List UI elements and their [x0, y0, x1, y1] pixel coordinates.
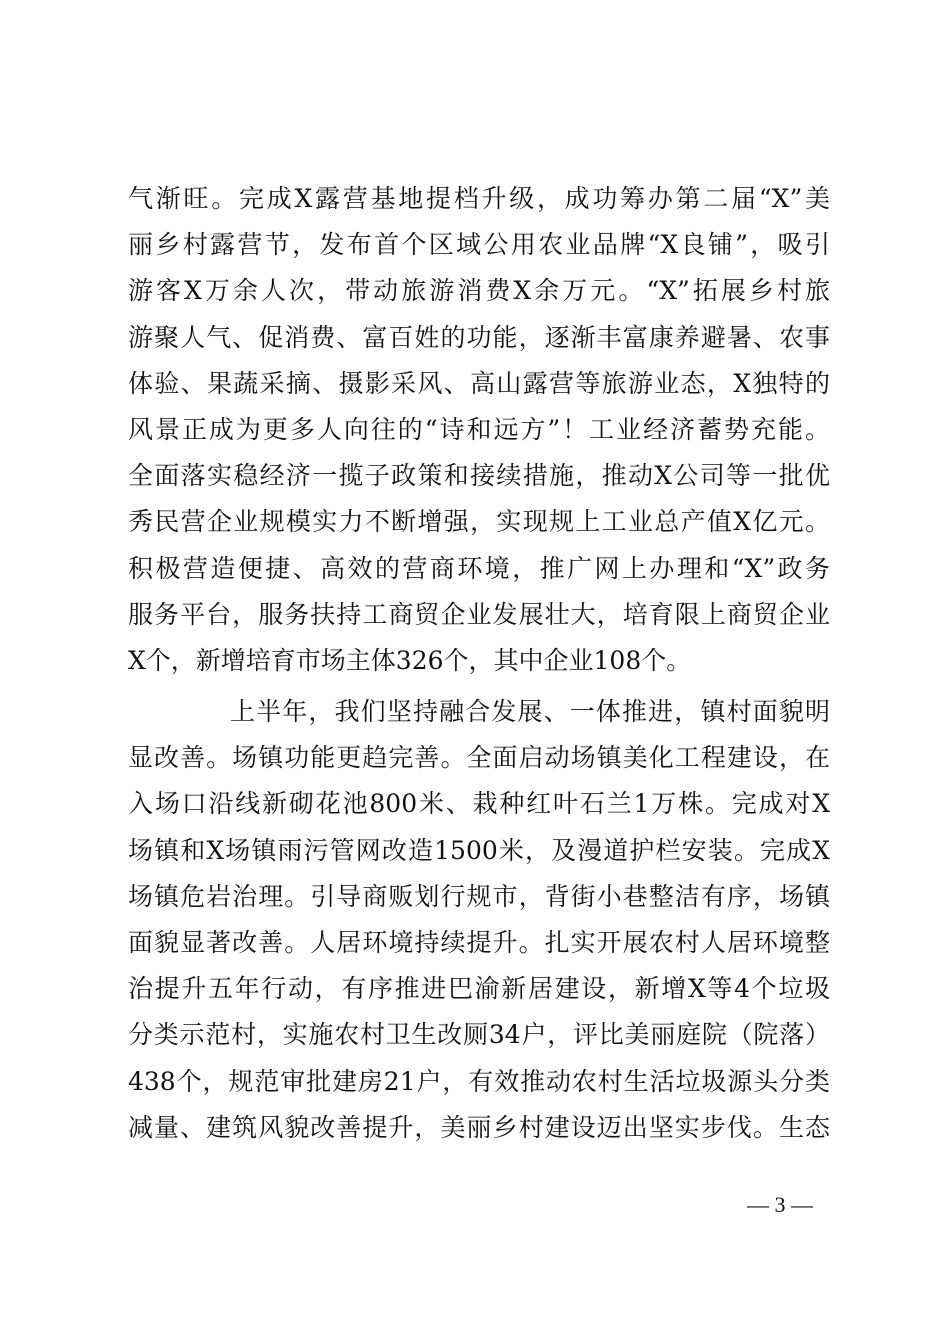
text-line: X个，新增培育市场主体326个，其中企业108个。 — [128, 646, 692, 675]
text-line: 风景正成为更多人向往的“诗和远方”！工业经济蓄势充能。 — [128, 415, 830, 444]
text-line: 分类示范村，实施农村卫生改厕34户，评比美丽庭院（院落） — [128, 1020, 830, 1050]
text-line: 入场口沿线新砌花池800米、栽种红叶石兰1万株。完成对X — [128, 789, 830, 819]
text-line: 体验、果蔬采摘、摄影采风、高山露营等旅游业态，X独特的 — [128, 368, 830, 398]
text-line: 全面落实稳经济一揽子政策和接续措施，推动X公司等一批优 — [128, 461, 830, 491]
text-line: 游客X万余人次，带动旅游消费X余万元。“X”拓展乡村旅 — [128, 276, 830, 306]
text-line: 治提升五年行动，有序推进巴渝新居建设，新增X等4个垃圾 — [128, 974, 830, 1004]
text-line: 场镇危岩治理。引导商贩划行规市，背街小巷整洁有序，场镇 — [128, 881, 830, 911]
text-line: 气渐旺。完成X露营基地提档升级，成功筹办第二届“X”美 — [128, 184, 830, 213]
page-number: — 3 — — [747, 1192, 813, 1217]
text-line: 显改善。场镇功能更趋完善。全面启动场镇美化工程建设，在 — [128, 743, 830, 773]
text-line: 减量、建筑风貌改善提升，美丽乡村建设迈出坚实步伐。生态 — [128, 1112, 830, 1142]
text-line: 场镇和X场镇雨污管网改造1500米，及漫道护栏安装。完成X — [128, 835, 830, 865]
text-line: 游聚人气、促消费、富百姓的功能，逐渐丰富康养避暑、农事 — [128, 322, 830, 352]
text-line: 上半年，我们坚持融合发展、一体推进，镇村面貌明 — [230, 697, 830, 726]
text-line: 服务平台，服务扶持工商贸企业发展壮大，培育限上商贸企业 — [128, 599, 830, 629]
text-line: 438个，规范审批建房21户，有效推动农村生活垃圾源头分类 — [128, 1066, 830, 1096]
text-line: 丽乡村露营节，发布首个区域公用农业品牌“X良铺”，吸引 — [128, 230, 830, 260]
text-line: 积极营造便捷、高效的营商环境，推广网上办理和“X”政务 — [128, 553, 830, 583]
text-line: 面貌显著改善。人居环境持续提升。扎实开展农村人居环境整 — [128, 928, 830, 957]
text-line: 秀民营企业规模实力不断增强，实现规上工业总产值X亿元。 — [128, 507, 830, 537]
